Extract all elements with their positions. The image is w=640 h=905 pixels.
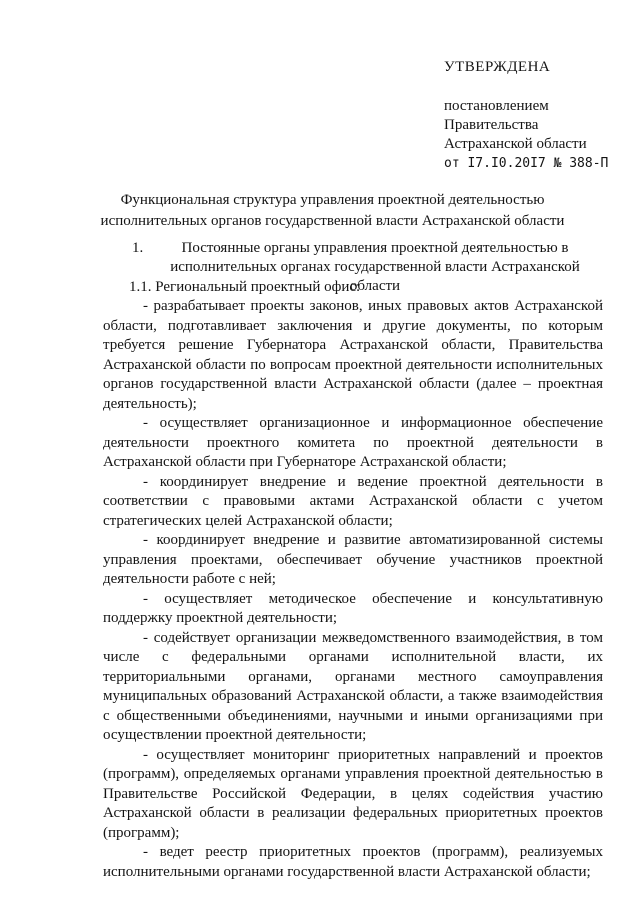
function-item: - ведет реестр приоритетных проектов (программ), реализуемых исполнительными органами государственной власти Астраханской области;	[103, 844, 603, 880]
approval-line-government: Правительства	[444, 117, 539, 133]
function-item: - координирует внедрение и ведение проектной деятельности в соответствии с правовыми актами Астраханской области с учетом стратегических целей Астраханской области;	[103, 473, 603, 529]
approval-line-resolution: постановлением	[444, 98, 549, 114]
section-1-number: 1.	[132, 240, 144, 256]
document-title: Функциональная структура управления проектной деятельностью исполнительных органов государственной власти Астраханской области	[100, 192, 565, 229]
section-1-text: Постоянные органы управления проектной деятельностью в исполнительных органах государственной власти Астраханской области	[170, 240, 580, 294]
approval-line-region: Астраханской области	[444, 136, 587, 152]
function-list	[103, 297, 603, 882]
approval-heading: УТВЕРЖДЕНА	[444, 59, 551, 75]
function-item: - осуществляет методическое обеспечение и консультативную поддержку проектной деятельности;	[103, 590, 603, 626]
subsection-1-1-heading: 1.1. Региональный проектный офис:	[129, 279, 361, 295]
function-item: - разрабатывает проекты законов, иных правовых актов Астраханской области, подготавливает заключения и другие документы, по которым требуется решение Губернатора Астраханской области, Правительства Астраханской области по вопросам проектной деятельности исполнительных органов государственной власти Астраханской области (далее – проектная деятельность);	[103, 298, 603, 412]
function-item: - осуществляет мониторинг приоритетных направлений и проектов (программ), определяемых органами управления проектной деятельностью в Правительстве Российской Федерации, в целях содействия участию Астраханской области в реализации федеральных приоритетных проектов (программ);	[103, 746, 603, 841]
function-item: - координирует внедрение и развитие автоматизированной системы управления проектами, обеспечивает обучение участников проектной деятельности работе с ней;	[103, 532, 603, 587]
function-item: - содействует организации межведомственного взаимодействия, в том числе с федеральными органами исполнительной власти, их территориальными органами, органами местного самоуправления муниципальных образований Астраханской области, а также взаимодействия с общественными объединениями, научными и иными организациями при осуществлении проектной деятельности;	[103, 629, 603, 743]
function-item: - осуществляет организационное и информационное обеспечение деятельности проектного комитета по проектной деятельности в Астраханской области при Губернаторе Астраханской области;	[103, 415, 603, 470]
approval-block	[444, 58, 624, 173]
approval-date-number: от I7.I0.20I7 № 388-П	[444, 156, 609, 171]
